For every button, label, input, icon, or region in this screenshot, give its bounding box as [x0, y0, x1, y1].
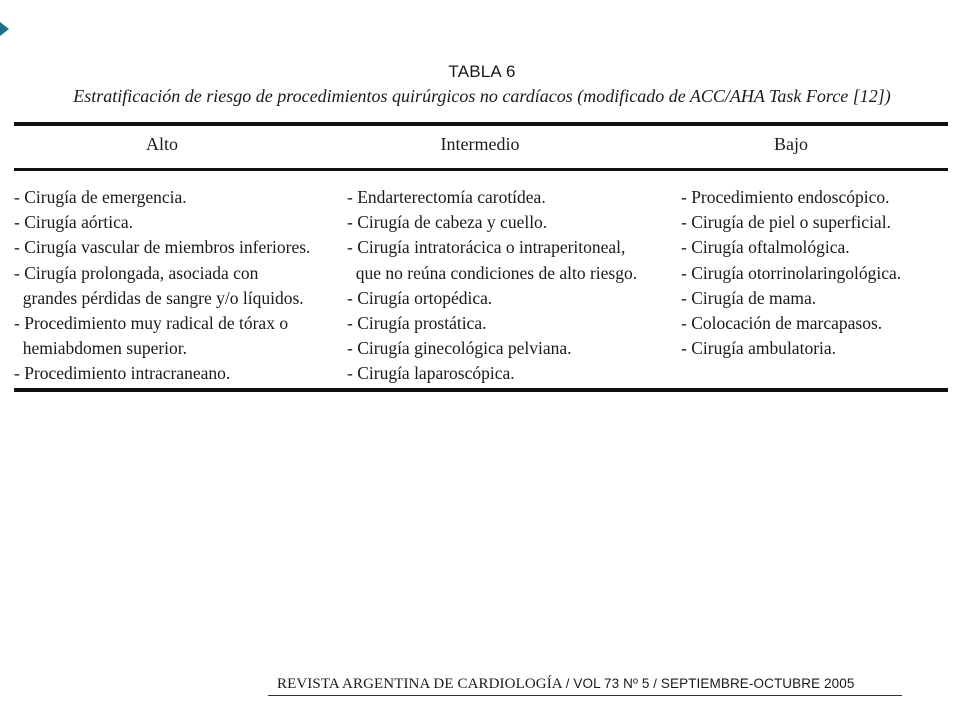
list-item: - Cirugía otorrinolaringológica. — [681, 262, 902, 283]
list-item: - Procedimiento muy radical de tórax o — [14, 313, 289, 334]
column-header-bajo: Bajo — [774, 134, 808, 154]
table-header-rule — [14, 168, 948, 171]
table-bottom-rule — [14, 388, 948, 392]
journal-footer — [277, 676, 854, 693]
column-list-alto — [14, 185, 310, 387]
list-item: - Cirugía de mama. — [681, 287, 817, 308]
journal-date: SEPTIEMBRE-OCTUBRE 2005 — [660, 676, 855, 691]
footer-underline — [268, 695, 902, 696]
table-top-rule — [14, 122, 948, 126]
list-item: - Colocación de marcapasos. — [681, 313, 883, 334]
list-item: - Cirugía laparoscópica. — [347, 363, 515, 384]
column-header-intermedio: Intermedio — [440, 134, 520, 154]
list-item: - Cirugía aórtica. — [14, 212, 134, 233]
list-item: - Cirugía ginecológica pelviana. — [347, 338, 572, 359]
list-item: - Procedimiento endoscópico. — [681, 187, 890, 207]
list-item: - Cirugía oftalmológica. — [681, 237, 850, 258]
list-item: - Procedimiento intracraneano. — [14, 363, 231, 384]
list-item: - Cirugía de emergencia. — [14, 187, 187, 207]
list-item: - Cirugía intratorácica o intraperitoneal, — [347, 237, 626, 258]
list-item: - Cirugía ortopédica. — [347, 287, 493, 308]
list-item: que no reúna condiciones de alto riesgo. — [347, 262, 638, 283]
table-caption: Estratificación de riesgo de procedimientos quirúrgicos no cardíacos (modificado de ACC/AHA Task Force [12]) — [73, 86, 891, 106]
footer-separator: / — [565, 676, 570, 691]
list-item: - Cirugía de cabeza y cuello. — [347, 212, 548, 233]
journal-name: REVISTA ARGENTINA DE CARDIOLOGÍA — [277, 676, 562, 692]
list-item: - Cirugía ambulatoria. — [681, 338, 837, 359]
list-item: hemiabdomen superior. — [14, 338, 188, 359]
list-item: - Endarterectomía carotídea. — [347, 187, 546, 207]
journal-volume: VOL 73 Nº 5 — [573, 676, 650, 691]
list-item: - Cirugía prolongada, asociada con — [14, 262, 259, 283]
list-item: - Cirugía prostática. — [347, 313, 487, 334]
column-list-intermedio — [347, 185, 637, 387]
column-list-bajo — [681, 185, 901, 361]
list-item: - Cirugía de piel o superficial. — [681, 212, 891, 233]
table-number: TABLA 6 — [448, 62, 516, 81]
footer-separator: / — [653, 676, 658, 691]
column-header-alto: Alto — [145, 134, 178, 154]
teal-triangle-icon — [0, 22, 9, 36]
list-item: grandes pérdidas de sangre y/o líquidos. — [14, 287, 304, 308]
list-item: - Cirugía vascular de miembros inferiores. — [14, 237, 311, 258]
